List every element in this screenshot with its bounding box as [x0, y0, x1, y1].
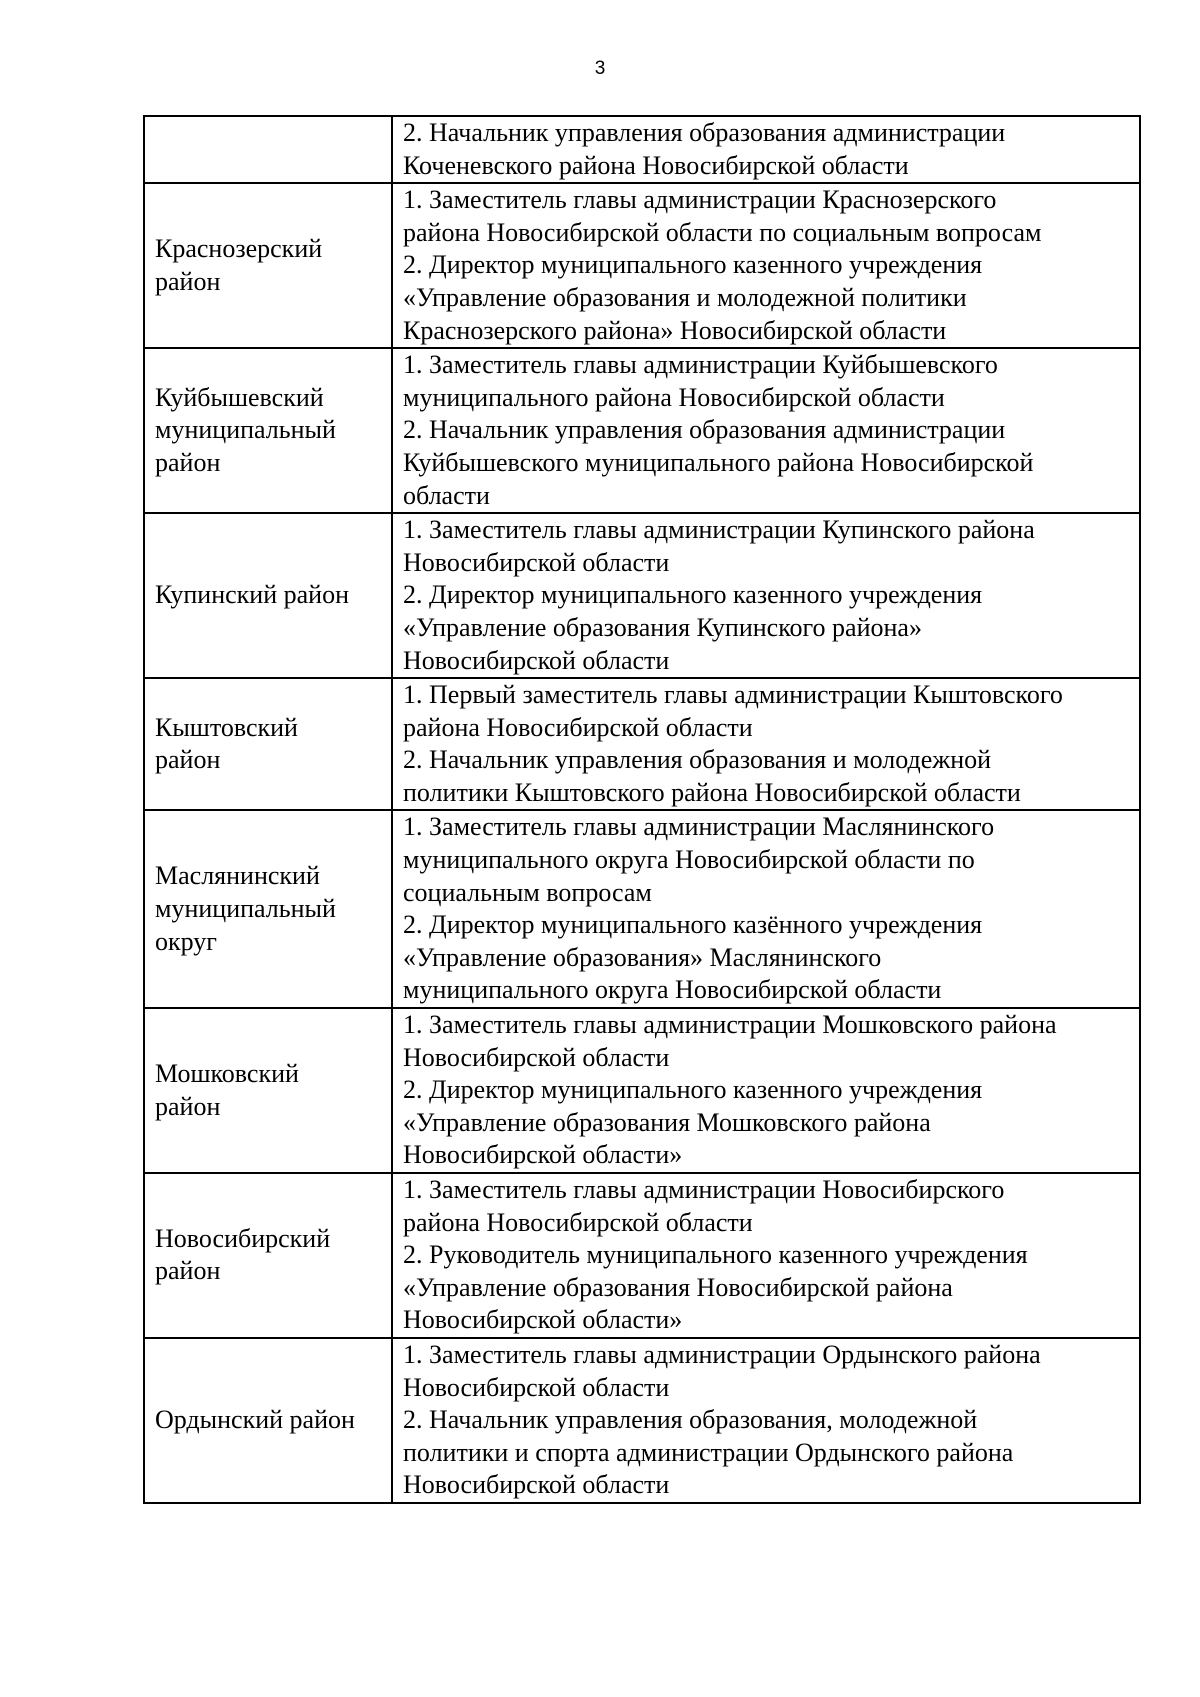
table-row — [144, 810, 1140, 1008]
district-name-line: Краснозерский — [155, 234, 323, 264]
table-row — [144, 348, 1140, 513]
official-line: 2. Директор муниципального казенного учреждения — [403, 250, 983, 280]
district-cell — [144, 678, 392, 810]
official-line: «Управление образования и молодежной политики — [403, 282, 967, 312]
official-line: «Управление образования Мошковского района — [403, 1107, 931, 1137]
official-line: Новосибирской области» — [403, 1140, 683, 1170]
district-name-line: район — [155, 745, 221, 775]
table-row — [144, 513, 1140, 678]
official-line: 1. Первый заместитель главы администрации Кыштовского — [403, 680, 1063, 710]
officials-cell — [392, 513, 1140, 678]
district-name-line: Новосибирский — [155, 1223, 331, 1253]
official-line: 1. Заместитель главы администрации Куйбышевского — [403, 350, 998, 380]
official-line: района Новосибирской области по социальным вопросам — [403, 217, 1042, 247]
official-line: муниципального округа Новосибирской области по — [403, 845, 975, 875]
official-line: Новосибирской области — [403, 645, 670, 675]
official-line: 1. Заместитель главы администрации Мошковского района — [403, 1010, 1057, 1040]
official-line: Новосибирской области — [403, 1372, 670, 1402]
district-name-line: Мошковский — [155, 1058, 299, 1088]
official-line: политики Кыштовского района Новосибирской области — [403, 777, 1021, 807]
district-name-line: муниципальный — [155, 415, 336, 445]
official-line: 2. Директор муниципального казённого учреждения — [403, 910, 983, 940]
district-cell — [144, 116, 392, 183]
officials-cell — [392, 1173, 1140, 1338]
district-cell — [144, 183, 392, 348]
table-row — [144, 678, 1140, 810]
official-line: района Новосибирской области — [403, 1207, 753, 1237]
district-name-line: район — [155, 1091, 221, 1121]
officials-cell — [392, 1008, 1140, 1173]
official-line: «Управление образования Купинского района» — [403, 612, 922, 642]
officials-cell — [392, 183, 1140, 348]
page-number: 3 — [594, 58, 606, 79]
official-line: 2. Директор муниципального казенного учреждения — [403, 1075, 983, 1105]
official-line: Новосибирской области» — [403, 1305, 683, 1335]
district-name-line: район — [155, 1256, 221, 1286]
official-line: 2. Начальник управления образования и молодежной — [403, 745, 992, 775]
official-line: 1. Заместитель главы администрации Новосибирского — [403, 1175, 1005, 1204]
table-row — [144, 116, 1140, 183]
district-cell — [144, 1338, 392, 1503]
district-name-line: Кыштовский — [155, 712, 298, 742]
official-line: 1. Заместитель главы администрации Купинского района — [403, 515, 1035, 545]
officials-cell — [392, 348, 1140, 513]
official-line: Коченевского района Новосибирской области — [403, 150, 909, 180]
district-name-line: Ордынский район — [155, 1405, 355, 1435]
official-line: муниципального округа Новосибирской области — [403, 975, 942, 1005]
district-name-line: Маслянинский — [155, 861, 320, 891]
official-line: области — [403, 480, 490, 510]
district-cell — [144, 348, 392, 513]
official-line: 2. Директор муниципального казенного учреждения — [403, 580, 983, 610]
official-line: «Управление образования» Маслянинского — [403, 942, 882, 972]
official-line: 2. Начальник управления образования, молодежной — [403, 1405, 978, 1435]
officials-cell — [392, 1338, 1140, 1503]
district-name-line: район — [155, 447, 221, 477]
official-line: 1. Заместитель главы администрации Маслянинского — [403, 812, 995, 842]
official-line: «Управление образования Новосибирской района — [403, 1272, 953, 1302]
official-line: Новосибирской области — [403, 547, 670, 577]
official-line: муниципального района Новосибирской области — [403, 382, 945, 412]
table-row — [144, 1338, 1140, 1503]
official-line: Куйбышевского муниципального района Новосибирской — [403, 447, 1034, 477]
district-cell — [144, 810, 392, 1008]
official-line: района Новосибирской области — [403, 712, 753, 742]
district-name-line: район — [155, 266, 221, 296]
district-name-line: округ — [155, 926, 217, 956]
district-cell — [144, 1173, 392, 1338]
district-cell — [144, 1008, 392, 1173]
table-row — [144, 183, 1140, 348]
official-line: 1. Заместитель главы администрации Краснозерского — [403, 185, 997, 215]
district-name-line: муниципальный — [155, 893, 336, 923]
official-line: Краснозерского района» Новосибирской области — [403, 315, 947, 345]
official-line: 2. Начальник управления образования администрации — [403, 415, 1006, 445]
district-cell — [144, 513, 392, 678]
district-officials-table — [143, 115, 1141, 1504]
official-line: Новосибирской области — [403, 1042, 670, 1072]
officials-cell — [392, 116, 1140, 183]
official-line: социальным вопросам — [403, 877, 652, 907]
officials-cell — [392, 678, 1140, 810]
official-line: Новосибирской области — [403, 1470, 670, 1500]
district-name-line: Куйбышевский — [155, 382, 324, 412]
official-line: политики и спорта администрации Ордынского района — [403, 1437, 1014, 1467]
table-row — [144, 1008, 1140, 1173]
official-line: 2. Руководитель муниципального казенного учреждения — [403, 1240, 1028, 1270]
official-line: 2. Начальник управления образования администрации — [403, 118, 1006, 147]
table-row — [144, 1173, 1140, 1338]
official-line: 1. Заместитель главы администрации Ордынского района — [403, 1339, 1041, 1369]
district-name-line: Купинский район — [155, 580, 349, 610]
officials-cell — [392, 810, 1140, 1008]
